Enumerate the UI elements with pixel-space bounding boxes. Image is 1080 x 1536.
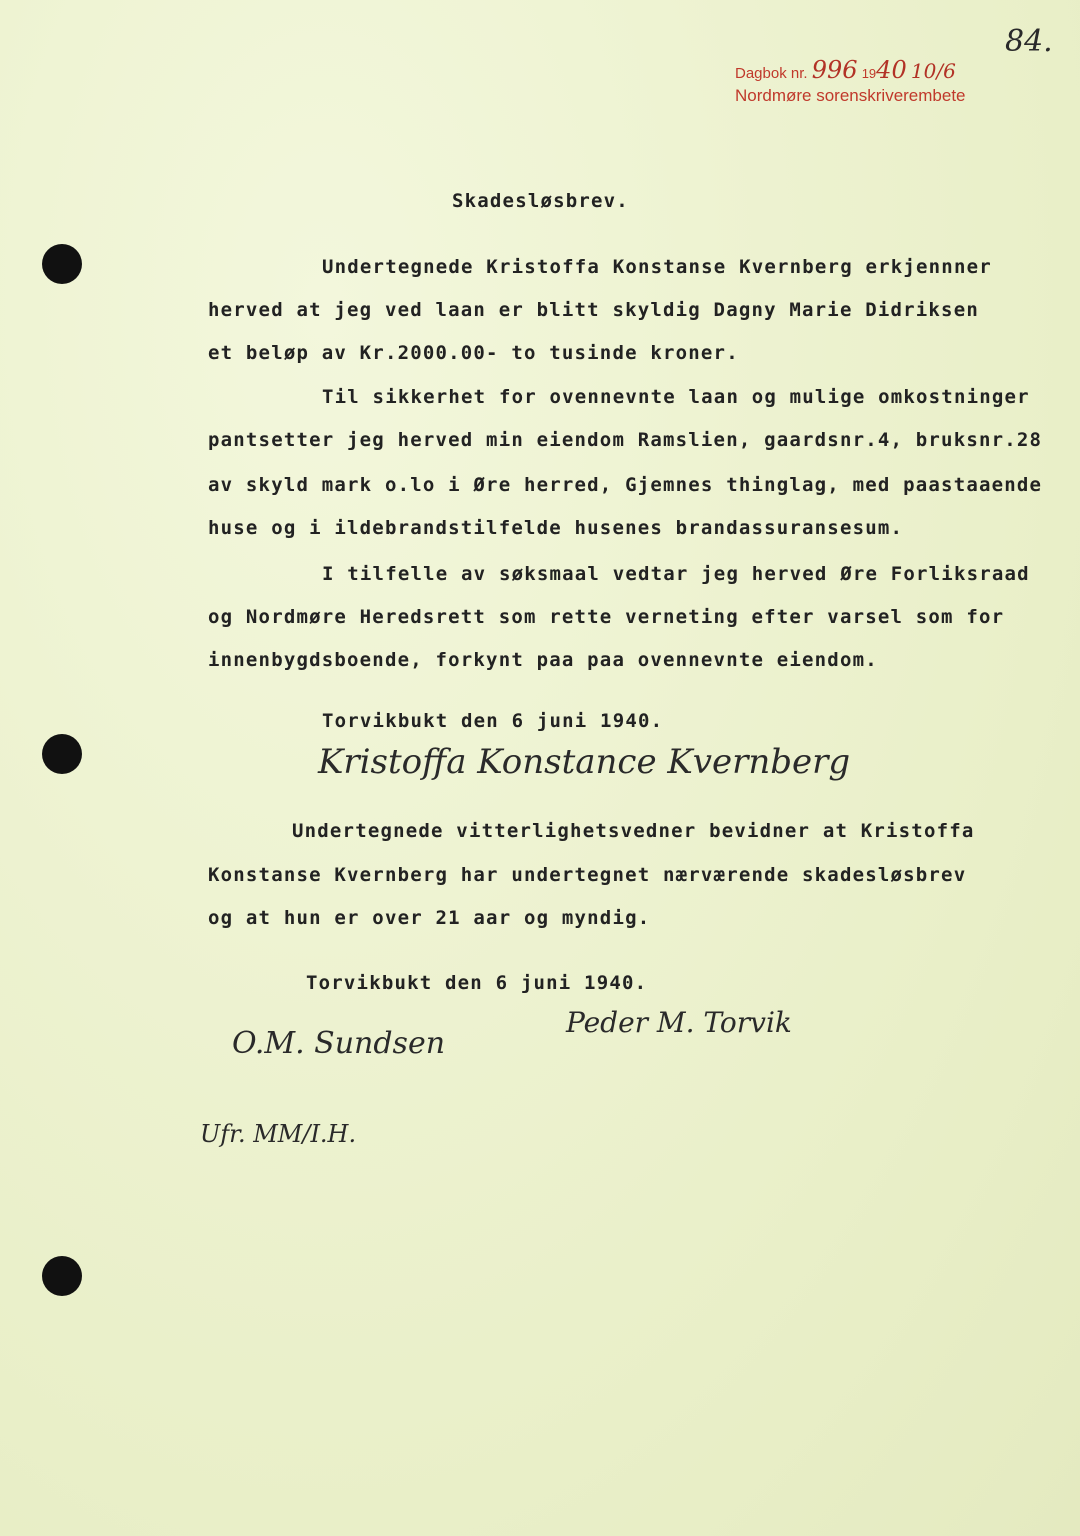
signature-witness: O.M. Sundsen (232, 1026, 446, 1061)
stamp-office: Nordmøre sorenskriverembete (735, 86, 966, 105)
witness-line: Undertegnede vitterlighetsvedner bevidner at Kristoffa (292, 820, 975, 842)
place-date: Torvikbukt den 6 juni 1940. (306, 972, 648, 994)
handwritten-annotation: Ufr. MM/I.H. (200, 1120, 357, 1148)
witness-line: Konstanse Kvernberg har undertegnet nærværende skadesløsbrev (208, 864, 967, 886)
stamp-date: 10/6 (910, 59, 956, 83)
paragraph-line: og Nordmøre Heredsrett som rette verneting efter varsel som for (208, 606, 1005, 628)
paragraph-line: herved at jeg ved laan er blitt skyldig Dagny Marie Didriksen (208, 299, 979, 321)
paragraph-line: Til sikkerhet for ovennevnte laan og mulige omkostninger (322, 386, 1030, 408)
signature-issuer: Kristoffa Konstance Kvernberg (318, 742, 851, 782)
page-number: 84. (1005, 24, 1053, 59)
paragraph-line: I tilfelle av søksmaal vedtar jeg herved Øre Forliksraad (322, 563, 1030, 585)
punch-hole (42, 244, 82, 284)
signature-witness: Peder M. Torvik (566, 1006, 792, 1039)
stamp-prefix: Dagbok nr. (735, 65, 808, 82)
paragraph-line: av skyld mark o.lo i Øre herred, Gjemnes thinglag, med paastaaende (208, 474, 1043, 496)
paragraph-line: Undertegnede Kristoffa Konstanse Kvernberg erkjennner (322, 256, 992, 278)
paragraph-line: huse og i ildebrandstilfelde husenes brandassuransesum. (208, 517, 904, 539)
paragraph-line: et beløp av Kr.2000.00- to tusinde kroner. (208, 342, 739, 364)
place-date: Torvikbukt den 6 juni 1940. (322, 710, 664, 732)
paragraph-line: pantsetter jeg herved min eiendom Ramslien, gaardsnr.4, bruksnr.28 (208, 429, 1043, 451)
stamp-number: 996 (811, 56, 858, 84)
registry-stamp (735, 56, 966, 106)
stamp-year-suffix: 40 (876, 56, 907, 84)
witness-line: og at hun er over 21 aar og myndig. (208, 907, 651, 929)
stamp-year-prefix: 19 (861, 66, 877, 81)
punch-hole (42, 1256, 82, 1296)
paragraph-line: innenbygdsboende, forkynt paa paa ovennevnte eiendom. (208, 649, 878, 671)
punch-hole (42, 734, 82, 774)
document-title: Skadesløsbrev. (452, 190, 629, 212)
